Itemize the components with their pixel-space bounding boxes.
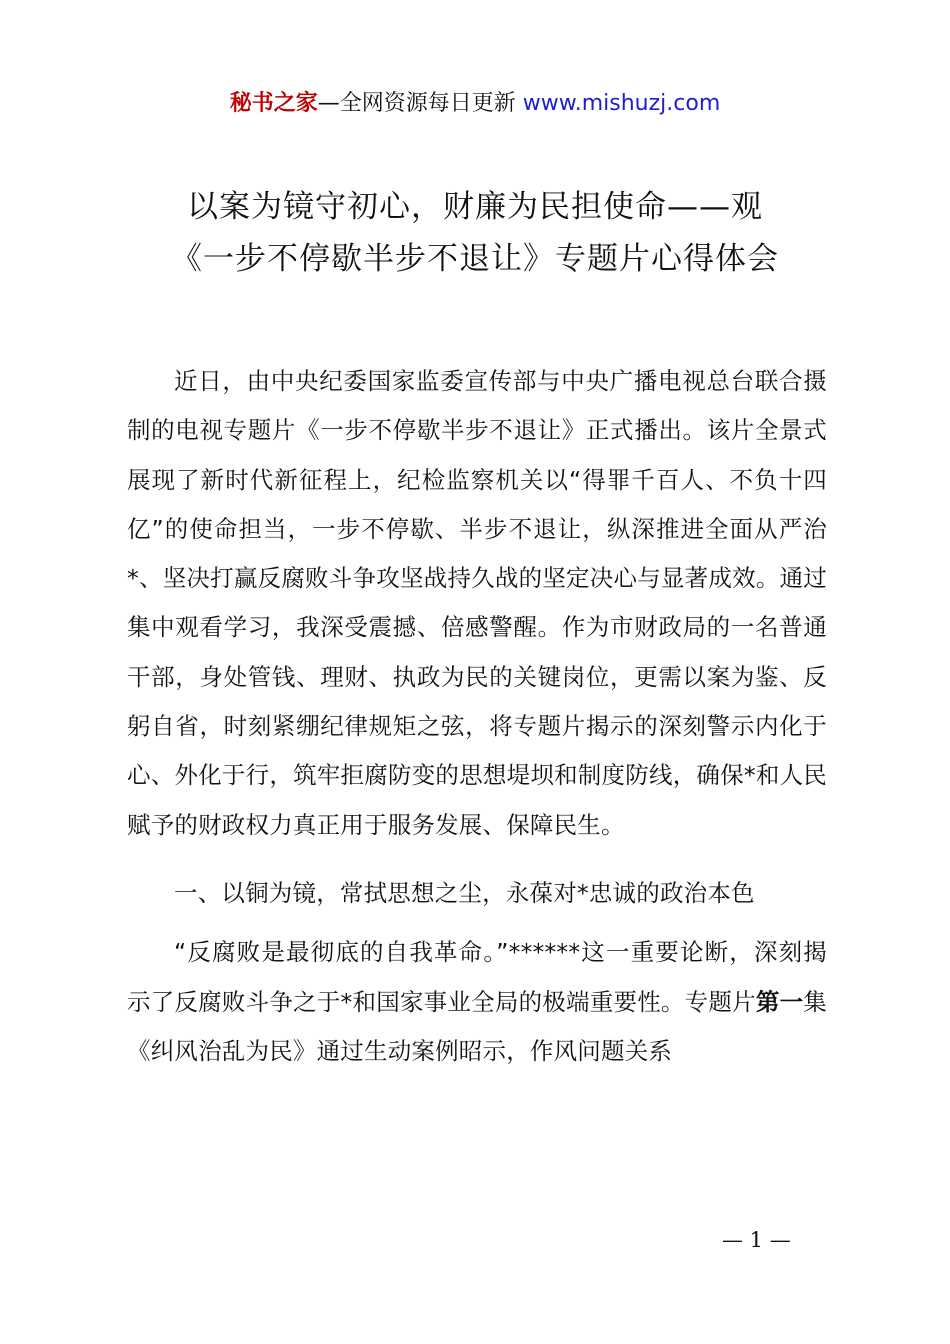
brand-name: 秘书之家	[229, 91, 318, 116]
header-tagline: —全网资源每日更新	[317, 91, 523, 116]
title-line-1: 以案为镜守初心，财廉为民担使命——观	[187, 189, 763, 225]
document-body	[127, 357, 827, 1076]
document-title	[60, 181, 890, 285]
section-heading-1: 一、以铜为镜，常拭思想之尘，永葆对*忠诚的政治本色	[174, 878, 755, 907]
page-number: — 1 —	[722, 1228, 791, 1252]
intro-paragraph: 近日，由中央纪委国家监委宣传部与中央广播电视总台联合摄制的电视专题片《一步不停歇半步不退让》正式播出。该片全景式展现了新时代新征程上，纪检监察机关以“得罪千百人、不负十四亿”的使命担当，一步不停歇、半步不退让，纵深推进全面从严治*、坚决打赢反腐败斗争攻坚战持久战的坚定决心与显著成效。通过集中观看学习，我深受震撼、倍感警醒。作为市财政局的一名普通干部，身处管钱、理财、执政为民的关键岗位，更需以案为鉴、反躬自省，时刻紧绷纪律规矩之弦，将专题片揭示的深刻警示内化于心、外化于行，筑牢拒腐防变的思想堤坝和制度防线，确保*和人民赋予的财政权力真正用于服务发展、保障民生。	[127, 367, 827, 839]
site-url-link[interactable]: www.mishuzj.com	[522, 91, 721, 116]
title-line-2: 《一步不停歇半步不退让》专题片心得体会	[171, 241, 779, 277]
paragraph-2-text-b: 集《纠风治乱为民》通过生动案例昭示，作风问题关系	[127, 987, 827, 1065]
paragraph-2-bold: 第一	[755, 987, 804, 1016]
body-paragraph-2	[127, 928, 827, 1076]
paragraph-2-text-a: “反腐败是最彻底的自我革命。”******这一重要论断，深刻揭示了反腐败斗争之于*和国家事业全局的极端重要性。专题片	[127, 938, 827, 1016]
site-header	[0, 86, 950, 117]
